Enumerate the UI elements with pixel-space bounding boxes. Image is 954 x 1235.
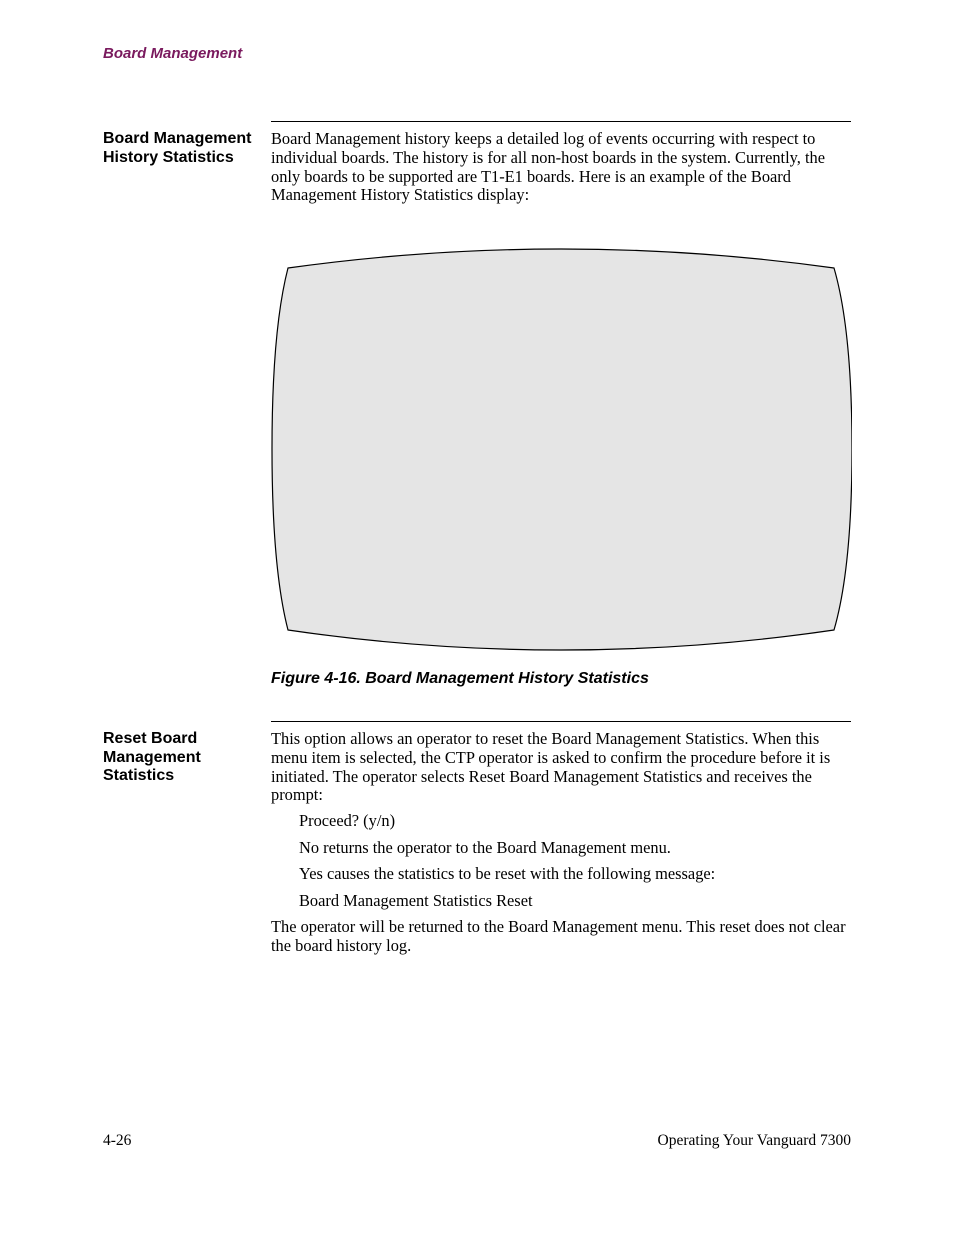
closing-paragraph: The operator will be returned to the Board Management menu. This reset does not clear the board history log. xyxy=(271,917,846,955)
terminal-screen-illustration xyxy=(270,240,852,658)
prompt-text: Proceed? (y/n) xyxy=(299,811,396,830)
book-title: Operating Your Vanguard 7300 xyxy=(657,1132,851,1149)
page-number: 4-26 xyxy=(103,1132,132,1149)
section-heading-reset-statistics: Reset Board Management Statistics xyxy=(103,730,201,784)
section-divider xyxy=(271,121,851,122)
figure-caption: Figure 4-16. Board Management History Statistics xyxy=(271,670,649,687)
section-heading-history-statistics: Board Management History Statistics xyxy=(103,130,252,166)
yes-option-text: Yes causes the statistics to be reset with the following message: xyxy=(299,864,716,883)
reset-message-text: Board Management Statistics Reset xyxy=(299,891,533,910)
no-option-text: No returns the operator to the Board Management menu. xyxy=(299,838,671,857)
running-header: Board Management xyxy=(103,45,243,62)
section-divider xyxy=(271,721,851,722)
terminal-screen-shape xyxy=(272,249,852,650)
reset-statistics-paragraph: This option allows an operator to reset the Board Management Statistics. When this menu item is selected, the CTP operator is asked to confirm the procedure before it is initiated. The operator selects Reset Board Management Statistics and receives the prompt: xyxy=(271,729,831,805)
history-statistics-paragraph: Board Management history keeps a detailed log of events occurring with respect to individual boards. The history is for all non-host boards in the system. Currently, the only boards to be supported are T1-E1 boards. Here is an example of the Board Management History Statistics display: xyxy=(271,129,826,205)
